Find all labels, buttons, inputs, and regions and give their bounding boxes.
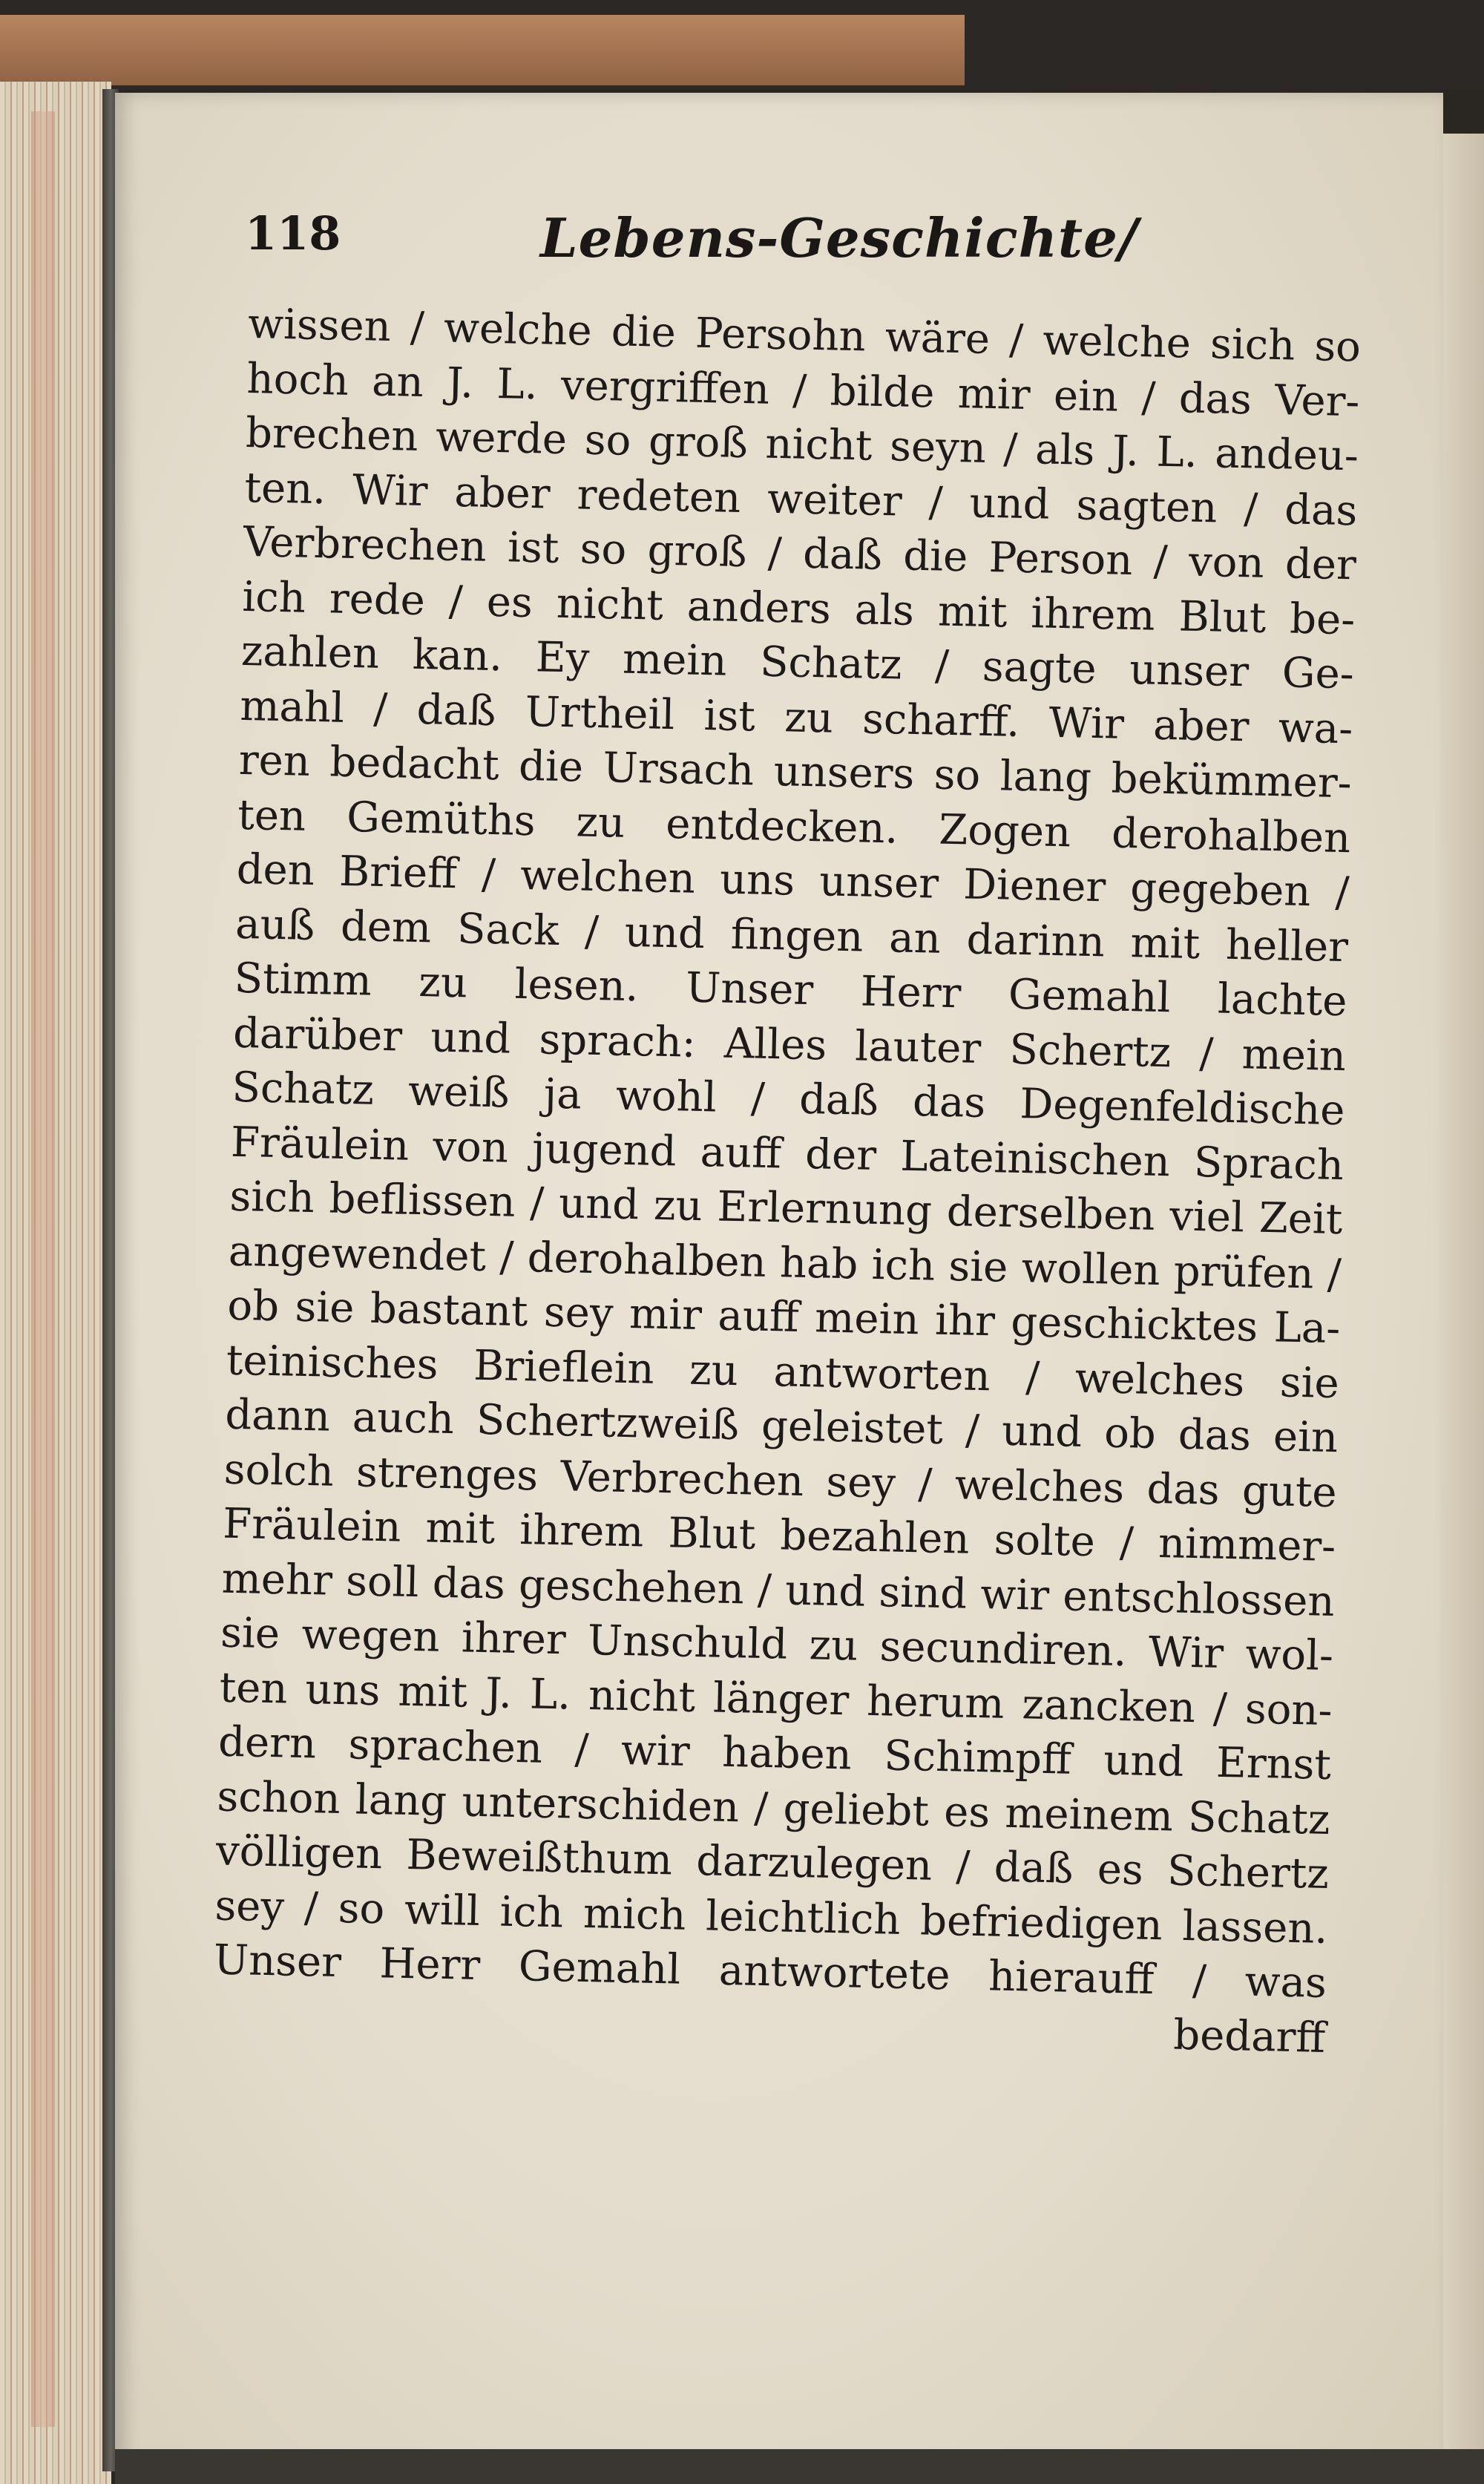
text-line: hoch an J. L. vergriffen / bilde mir ein / das Ver-: [246, 354, 1361, 426]
text-line: sie wegen ihrer Unschuld zu secundiren. Wir wol-: [220, 1608, 1334, 1681]
page-edge-stain: [31, 111, 55, 2427]
text-line: Verbrechen ist so groß / daß die Person / von der: [243, 517, 1357, 590]
text-line: ten Gemüths zu entdecken. Zogen derohalben: [237, 790, 1351, 862]
running-title: Lebens-Geschichte/: [540, 206, 1139, 269]
text-line: mahl / daß Urtheil ist zu scharff. Wir aber wa-: [239, 681, 1353, 753]
text-line: mehr soll das geschehen / und sind wir entschlossen: [221, 1554, 1336, 1626]
text-line: ten uns mit J. L. nicht länger herum zancken / son-: [219, 1663, 1333, 1735]
text-line: Unser Herr Gemahl antwortete hierauff / was: [213, 1936, 1327, 2008]
text-line: darüber und sprach: Alles lauter Schertz / mein: [232, 1009, 1347, 1081]
text-line: auß dem Sack / und fingen an darinn mit heller: [234, 899, 1349, 971]
text-line: Fräulein mit ihrem Blut bezahlen solte / nimmer-: [222, 1499, 1336, 1572]
body-text: [212, 297, 1362, 2065]
text-line: ren bedacht die Ursach unsers so lang bekümmer-: [238, 735, 1353, 808]
text-line: teinisches Brieflein zu antworten / welches sie: [226, 1336, 1340, 1408]
text-line: den Brieff / welchen uns unser Diener gegeben /: [236, 845, 1350, 917]
text-line: sich beflissen / und zu Erlernung derselben viel Zeit: [229, 1172, 1343, 1245]
text-line: schon lang unterschiden / geliebt es meinem Schatz: [216, 1772, 1331, 1844]
page-header: [245, 206, 1180, 288]
text-line: ob sie bastant sey mir auff mein ihr geschicktes La-: [226, 1281, 1341, 1354]
text-line: Fräulein von jugend auff der Lateinischen Sprach: [230, 1118, 1345, 1190]
text-line: dern sprachen / wir haben Schimpff und Ernst: [217, 1717, 1332, 1789]
text-line: Stimm zu lesen. Unser Herr Gemahl lachte: [234, 954, 1348, 1026]
text-line: Schatz weiß ja wohl / daß das Degenfeldische: [232, 1063, 1346, 1136]
text-line: ich rede / es nicht anders als mit ihrem Blut be-: [241, 572, 1356, 644]
text-line: wissen / welche die Persohn wäre / welche sich so: [247, 299, 1362, 372]
text-line: ten. Wir aber redeten weiter / und sagten / das: [243, 463, 1358, 535]
text-line: zahlen kan. Ey mein Schatz / sagte unser Ge-: [240, 626, 1355, 699]
background-bottom: [115, 2449, 1484, 2484]
book-cover-edge: [0, 15, 965, 85]
text-line: sey / so will ich mich leichtlich befriedigen lassen.: [214, 1881, 1328, 1953]
text-line: brechen werde so groß nicht seyn / als J. L. andeu-: [245, 408, 1359, 481]
text-line: dann auch Schertzweiß geleistet / und ob das ein: [224, 1390, 1339, 1463]
page-stack-left: [0, 82, 111, 2484]
text-line: angewendet / derohalben hab ich sie wollen prüfen /: [228, 1227, 1342, 1299]
text-line: völligen Beweißthum darzulegen / daß es Schertz: [215, 1826, 1330, 1898]
text-line: solch strenges Verbrechen sey / welches das gute: [223, 1445, 1338, 1517]
page-number: 118: [245, 206, 341, 260]
catchword: bedarff: [1172, 2011, 1326, 2062]
